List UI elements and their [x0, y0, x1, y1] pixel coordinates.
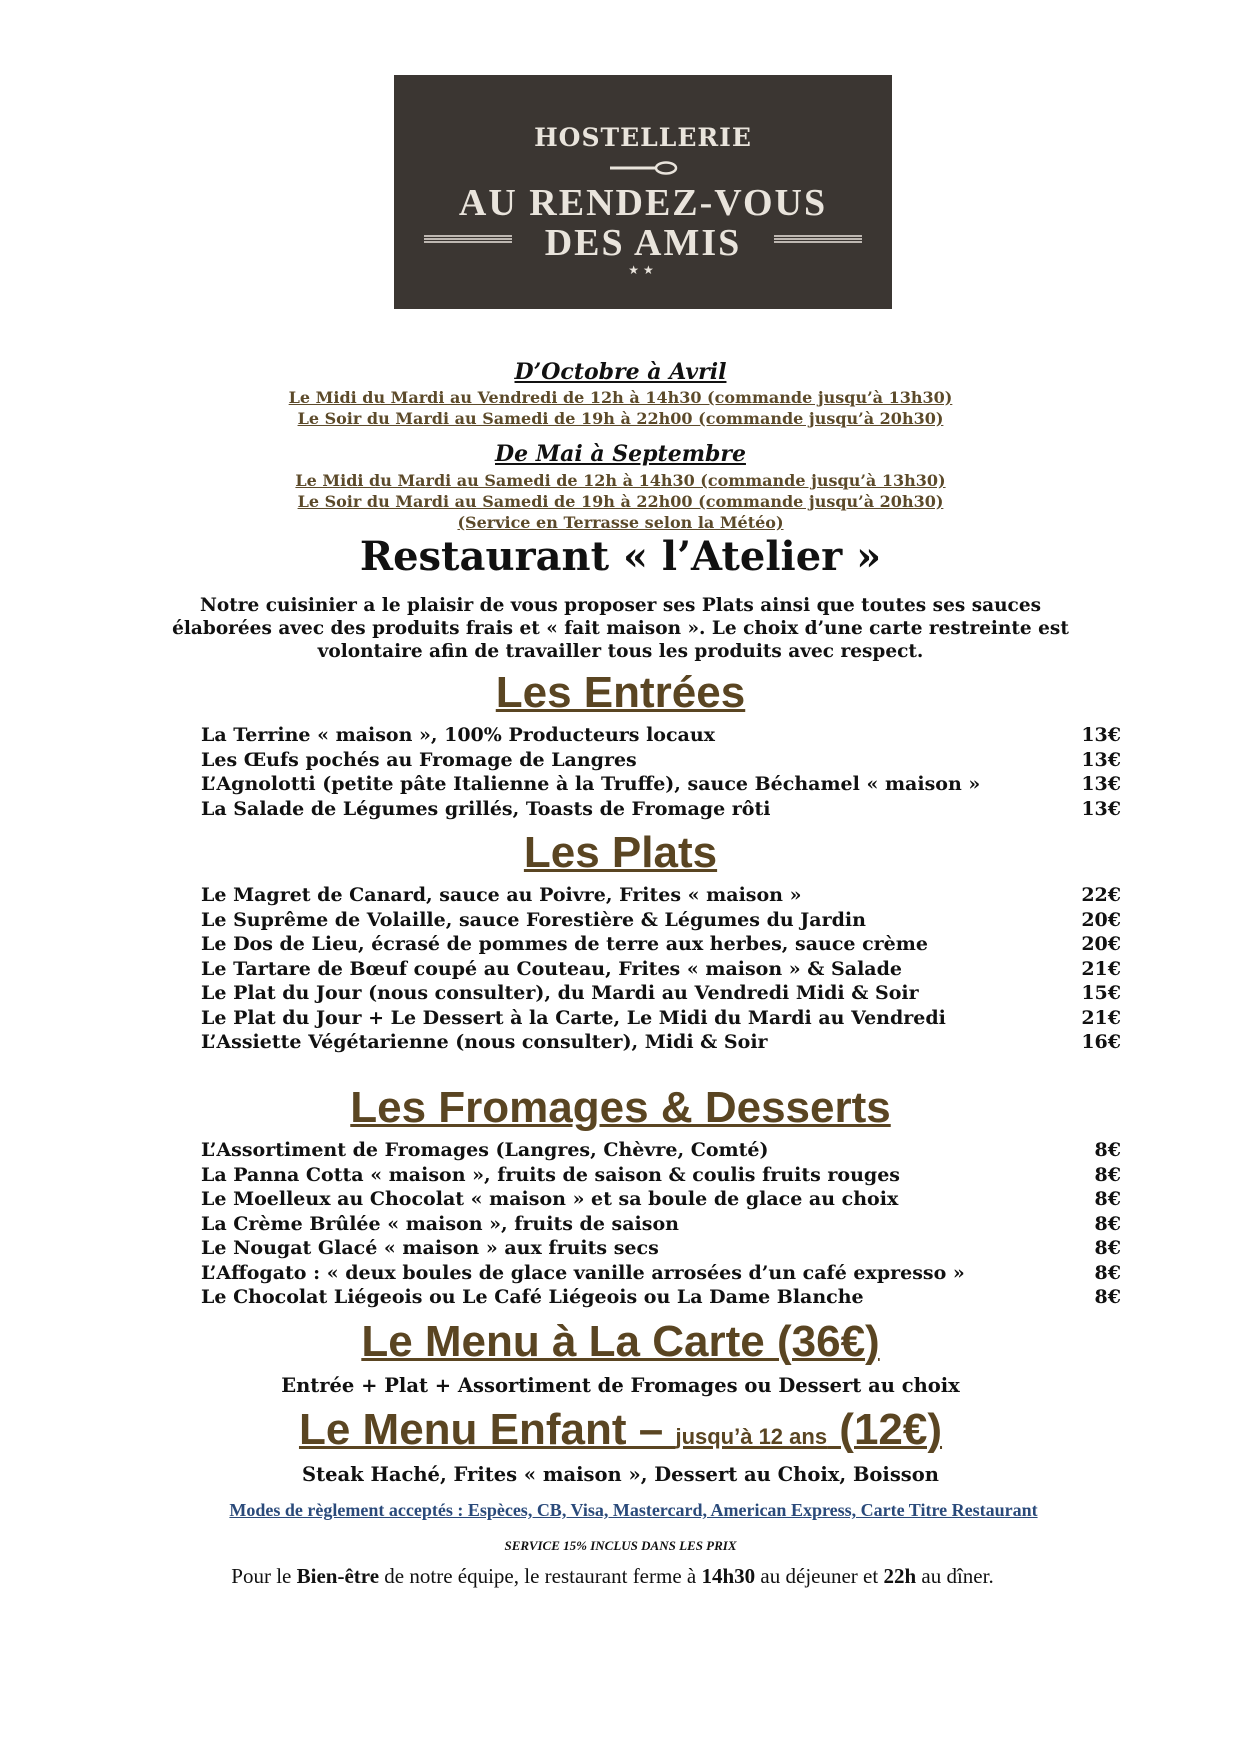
closing-note [0, 1564, 1233, 1589]
item-price: 15€ [1081, 982, 1121, 1004]
list-item [201, 749, 1121, 774]
restaurant-title: Restaurant « l’Atelier » [359, 533, 882, 580]
item-name: Le Chocolat Liégeois ou Le Café Liégeois ou La Dame Blanche [201, 1286, 864, 1308]
list-item [201, 798, 1121, 823]
list-item [201, 909, 1121, 934]
list-item [201, 1164, 1121, 1189]
closing-c: de notre équipe, le restaurant ferme à [379, 1564, 702, 1588]
plats-list [201, 884, 1121, 1056]
item-price: 8€ [1094, 1286, 1121, 1308]
item-name: L’Affogato : « deux boules de glace vanille arrosées d’un café expresso » [201, 1261, 965, 1284]
item-name: Le Plat du Jour (nous consulter), du Mardi au Vendredi Midi & Soir [201, 982, 919, 1004]
list-item [201, 884, 1121, 909]
list-item [201, 1031, 1121, 1056]
item-price: 8€ [1094, 1163, 1121, 1186]
closing-e: au déjeuner et [755, 1564, 884, 1588]
logo [394, 75, 892, 309]
item-price: 20€ [1081, 933, 1121, 955]
season-title-summer: De Mai à Septembre [495, 441, 746, 467]
item-name: L’Agnolotti (petite pâte Italienne à la Truffe), sauce Béchamel « maison » [201, 773, 981, 795]
hours-line: Le Midi du Mardi au Vendredi de 12h à 14h30 (commande jusqu’à 13h30) [288, 388, 953, 407]
menu-enfant-desc: Steak Haché, Frites « maison », Dessert au Choix, Boisson [302, 1463, 939, 1486]
item-price: 13€ [1081, 724, 1121, 746]
intro-line: Notre cuisinier a le plaisir de vous proposer ses Plats ainsi que toutes ses sauces [199, 595, 1042, 616]
item-price: 20€ [1081, 908, 1121, 931]
spoon-icon [608, 161, 678, 175]
section-title-entrees: Les Entrées [495, 668, 746, 717]
menu-carte-desc: Entrée + Plat + Assortiment de Fromages ou Dessert au choix [281, 1374, 960, 1397]
logo-stars: ★★ [628, 263, 658, 277]
logo-rule-right [774, 234, 862, 244]
hours-line: Le Midi du Mardi au Samedi de 12h à 14h30 (commande jusqu’à 13h30) [295, 471, 946, 490]
hours-line: (Service en Terrasse selon la Météo) [457, 513, 784, 532]
list-item [201, 1007, 1121, 1032]
closing-f: 22h [883, 1564, 917, 1588]
item-price: 16€ [1081, 1031, 1121, 1053]
item-price: 21€ [1081, 1006, 1121, 1029]
menu-enfant-age: jusqu’à 12 ans [675, 1424, 828, 1449]
item-name: L’Assiette Végétarienne (nous consulter), Midi & Soir [201, 1031, 768, 1053]
closing-g: au dîner. [916, 1564, 994, 1588]
item-name: La Crème Brûlée « maison », fruits de saison [201, 1212, 679, 1235]
item-name: La Salade de Légumes grillés, Toasts de Fromage rôti [201, 797, 771, 820]
list-item [201, 1286, 1121, 1311]
list-item [201, 982, 1121, 1007]
item-price: 8€ [1094, 1237, 1121, 1259]
section-title-plats: Les Plats [523, 828, 718, 877]
item-name: La Panna Cotta « maison », fruits de saison & coulis fruits rouges [201, 1163, 900, 1186]
list-item [201, 1188, 1121, 1213]
payment-methods: Modes de règlement acceptés : Espèces, CB, Visa, Mastercard, American Express, Carte Titre Restaurant [229, 1500, 1038, 1520]
closing-b: Bien-être [296, 1564, 380, 1588]
menu-enfant-title [0, 1405, 1241, 1455]
item-name: Le Dos de Lieu, écrasé de pommes de terre aux herbes, sauce crème [201, 933, 928, 955]
item-name: La Terrine « maison », 100% Producteurs locaux [201, 724, 715, 746]
menu-enfant-title-a: Le Menu Enfant – [298, 1405, 676, 1454]
season-title-winter: D’Octobre à Avril [514, 359, 727, 385]
item-price: 8€ [1094, 1261, 1121, 1284]
item-name: Le Suprême de Volaille, sauce Forestière & Légumes du Jardin [201, 908, 866, 931]
list-item [201, 1237, 1121, 1262]
item-price: 13€ [1081, 748, 1121, 771]
logo-name-line1: AU RENDEZ-VOUS [458, 182, 828, 224]
menu-carte-title: Le Menu à La Carte (36€) [361, 1317, 880, 1366]
menu-enfant-title-b: (12€) [827, 1405, 943, 1454]
closing-a: Pour le [231, 1564, 297, 1588]
item-price: 8€ [1094, 1139, 1121, 1161]
intro-line: élaborées avec des produits frais et « fait maison ». Le choix d’une carte restreinte est [172, 618, 1069, 639]
service-note: SERVICE 15% INCLUS DANS LES PRIX [504, 1538, 737, 1553]
list-item [201, 1262, 1121, 1287]
item-name: Le Tartare de Bœuf coupé au Couteau, Frites « maison » & Salade [201, 957, 902, 980]
desserts-list [201, 1139, 1121, 1311]
closing-d: 14h30 [701, 1564, 756, 1588]
item-name: Le Nougat Glacé « maison » aux fruits secs [201, 1237, 659, 1259]
item-name: Le Plat du Jour + Le Dessert à la Carte, Le Midi du Mardi au Vendredi [201, 1006, 946, 1029]
logo-top-text: HOSTELLERIE [534, 123, 752, 152]
list-item [201, 958, 1121, 983]
entrees-list [201, 724, 1121, 822]
item-price: 21€ [1081, 957, 1121, 980]
item-name: Le Magret de Canard, sauce au Poivre, Frites « maison » [201, 884, 802, 906]
logo-name-line2: DES AMIS [544, 222, 742, 264]
list-item [201, 1139, 1121, 1164]
item-name: L’Assortiment de Fromages (Langres, Chèvre, Comté) [201, 1139, 769, 1161]
hours-line: Le Soir du Mardi au Samedi de 19h à 22h00 (commande jusqu’à 20h30) [297, 492, 944, 511]
section-title-desserts: Les Fromages & Desserts [350, 1083, 891, 1132]
list-item [201, 724, 1121, 749]
item-price: 13€ [1081, 797, 1121, 820]
item-price: 8€ [1094, 1188, 1121, 1210]
hours-line: Le Soir du Mardi au Samedi de 19h à 22h00 (commande jusqu’à 20h30) [297, 409, 944, 428]
item-price: 13€ [1081, 773, 1121, 795]
item-price: 22€ [1081, 884, 1121, 906]
intro-line: volontaire afin de travailler tous les produits avec respect. [317, 641, 924, 662]
list-item [201, 773, 1121, 798]
list-item [201, 1213, 1121, 1238]
item-name: Les Œufs pochés au Fromage de Langres [201, 748, 637, 771]
item-price: 8€ [1094, 1212, 1121, 1235]
list-item [201, 933, 1121, 958]
item-name: Le Moelleux au Chocolat « maison » et sa boule de glace au choix [201, 1188, 899, 1210]
